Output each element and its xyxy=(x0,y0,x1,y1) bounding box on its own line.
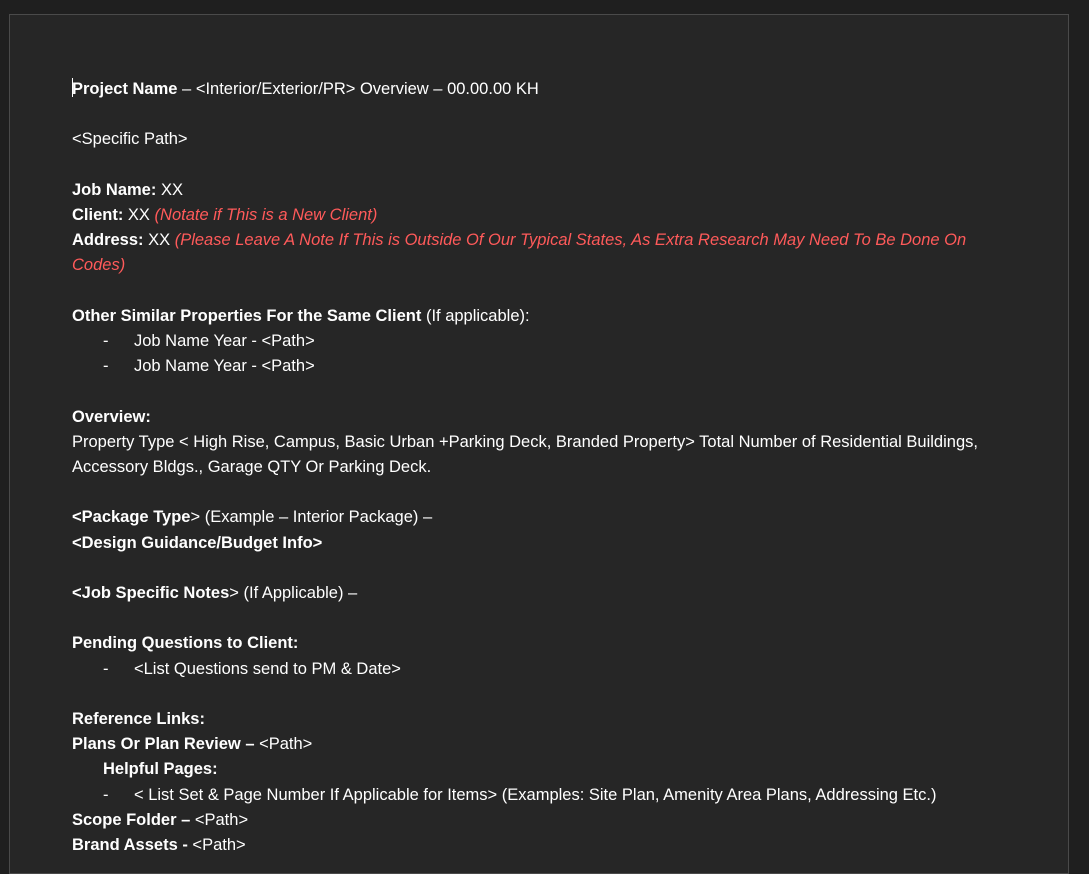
job-notes-bold: Job Specific Notes xyxy=(81,583,230,602)
overview-text: Property Type < High Rise, Campus, Basic Urban +Parking Deck, Branded Property> Total Number of Residential Buildings, Accessory Bldgs., Garage QTY Or Parking Deck. xyxy=(72,432,978,476)
scope-rest: <Path> xyxy=(190,810,249,829)
pending-questions-label: Pending Questions to Client: xyxy=(72,634,299,653)
brand-assets-line xyxy=(72,833,1002,858)
pending-item: <List Questions send to PM & Date> xyxy=(134,659,401,678)
helpful-pages-label: Helpful Pages: xyxy=(103,760,218,779)
job-notes-rest: > (If Applicable) – xyxy=(229,583,358,602)
document-page xyxy=(9,14,1069,874)
similar-item-2: Job Name Year - <Path> xyxy=(134,357,315,376)
title-bold: Project Name xyxy=(72,80,178,98)
address-line xyxy=(72,228,1002,278)
scope-folder-line xyxy=(72,808,1002,833)
address-label: Address: xyxy=(72,231,144,250)
job-notes-open: < xyxy=(72,583,82,602)
similar-item-1: Job Name Year - <Path> xyxy=(134,331,315,350)
reference-links-label: Reference Links: xyxy=(72,709,205,728)
client-label: Client: xyxy=(72,205,124,224)
title-line xyxy=(72,77,1002,102)
helpful-item: < List Set & Page Number If Applicable for Items> (Examples: Site Plan, Amenity Area Plans, Addressing Etc.) xyxy=(134,785,937,804)
job-name-value: XX xyxy=(156,180,183,199)
pending-questions-line xyxy=(72,631,1002,656)
address-note: (Please Leave A Note If This is Outside Of Our Typical States, As Extra Research May Need To Be Done On Codes) xyxy=(72,231,967,275)
scope-bold: Scope Folder – xyxy=(72,810,191,829)
plans-rest: <Path> xyxy=(254,735,313,754)
brand-rest: <Path> xyxy=(187,835,246,854)
package-type-bold: Package Type xyxy=(81,508,191,527)
design-guidance-bold: Design Guidance/Budget Info xyxy=(81,533,313,552)
overview-label-line xyxy=(72,405,1002,430)
similar-properties-line xyxy=(72,304,1002,329)
dash-bullet: - xyxy=(103,331,109,350)
package-type-line xyxy=(72,505,1002,530)
brand-bold: Brand Assets - xyxy=(72,835,188,854)
helpful-pages-line xyxy=(72,757,1002,782)
job-name-line xyxy=(72,178,1002,203)
job-name-label: Job Name: xyxy=(72,180,157,199)
design-open: < xyxy=(72,533,82,552)
list-item xyxy=(72,783,1002,808)
document-body[interactable] xyxy=(72,77,1002,858)
specific-path: <Specific Path> xyxy=(72,130,188,149)
dash-bullet: - xyxy=(103,785,109,804)
list-item xyxy=(72,354,1002,379)
plans-line xyxy=(72,732,1002,757)
similar-properties-bold: Other Similar Properties For the Same Client xyxy=(72,306,422,325)
overview-label: Overview: xyxy=(72,407,151,426)
title-rest: – <Interior/Exterior/PR> Overview – 00.00.00 KH xyxy=(177,80,539,98)
design-guidance-line xyxy=(72,531,1002,556)
package-type-rest: > (Example – Interior Package) – xyxy=(190,508,433,527)
client-note: (Notate if This is a New Client) xyxy=(154,205,378,224)
job-notes-line xyxy=(72,581,1002,606)
address-value: XX xyxy=(143,231,175,250)
plans-bold: Plans Or Plan Review – xyxy=(72,735,255,754)
dash-bullet: - xyxy=(103,357,109,376)
client-value: XX xyxy=(123,205,155,224)
list-item xyxy=(72,329,1002,354)
design-close: > xyxy=(312,533,323,552)
client-line xyxy=(72,203,1002,228)
similar-properties-rest: (If applicable): xyxy=(421,306,530,325)
list-item xyxy=(72,657,1002,682)
dash-bullet: - xyxy=(103,659,109,678)
reference-links-line xyxy=(72,707,1002,732)
package-open: < xyxy=(72,508,82,527)
